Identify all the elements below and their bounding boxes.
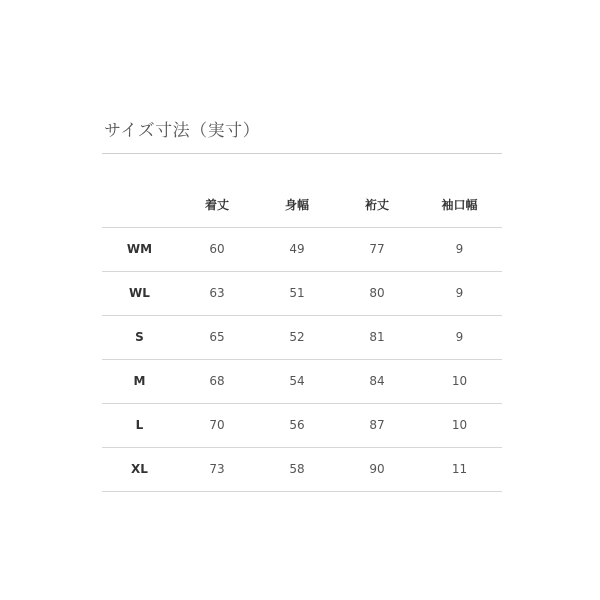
size-table (102, 154, 502, 492)
header-size (102, 154, 177, 227)
cell-sleeve: 84 (337, 359, 417, 403)
size-label: WM (102, 227, 177, 271)
header-length: 着丈 (177, 154, 257, 227)
cell-cuff: 9 (417, 271, 502, 315)
cell-sleeve: 90 (337, 447, 417, 491)
cell-width: 49 (257, 227, 337, 271)
size-label: M (102, 359, 177, 403)
size-label: L (102, 403, 177, 447)
cell-cuff: 10 (417, 359, 502, 403)
cell-cuff: 9 (417, 315, 502, 359)
cell-sleeve: 81 (337, 315, 417, 359)
cell-width: 58 (257, 447, 337, 491)
table-row (102, 447, 502, 491)
header-row (102, 154, 502, 227)
size-label: S (102, 315, 177, 359)
cell-length: 65 (177, 315, 257, 359)
cell-cuff: 10 (417, 403, 502, 447)
cell-length: 70 (177, 403, 257, 447)
size-label: WL (102, 271, 177, 315)
size-label: XL (102, 447, 177, 491)
cell-sleeve: 87 (337, 403, 417, 447)
header-width: 身幅 (257, 154, 337, 227)
cell-width: 54 (257, 359, 337, 403)
table-row (102, 403, 502, 447)
table-row (102, 227, 502, 271)
cell-width: 52 (257, 315, 337, 359)
cell-sleeve: 80 (337, 271, 417, 315)
table-row (102, 359, 502, 403)
cell-length: 60 (177, 227, 257, 271)
table-row (102, 271, 502, 315)
cell-length: 73 (177, 447, 257, 491)
chart-title: サイズ寸法（実寸） (102, 118, 502, 154)
cell-sleeve: 77 (337, 227, 417, 271)
cell-width: 56 (257, 403, 337, 447)
header-cuff: 袖口幅 (417, 154, 502, 227)
cell-cuff: 11 (417, 447, 502, 491)
cell-width: 51 (257, 271, 337, 315)
cell-cuff: 9 (417, 227, 502, 271)
header-sleeve: 裄丈 (337, 154, 417, 227)
table-row (102, 315, 502, 359)
cell-length: 63 (177, 271, 257, 315)
cell-length: 68 (177, 359, 257, 403)
size-chart (102, 118, 502, 492)
